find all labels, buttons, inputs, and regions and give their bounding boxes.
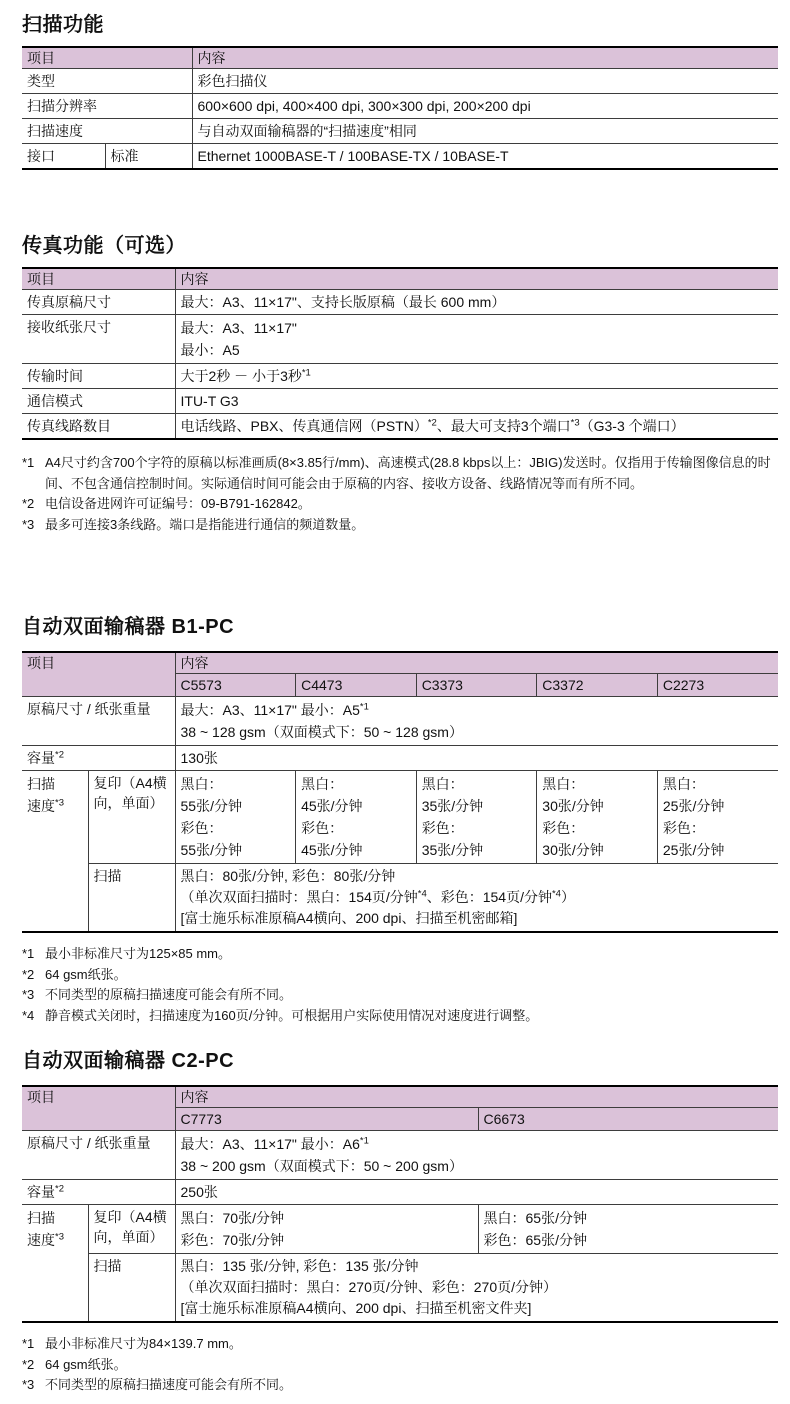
- table-row: [22, 69, 778, 94]
- row-sublabel: 复印（A4横向，单面）: [88, 1205, 175, 1254]
- column-header-item: 项目: [22, 1086, 175, 1131]
- table-header-row: [22, 652, 778, 674]
- model-header: C2273: [657, 674, 778, 697]
- speed-cell: 黑白： 55张/分钟 彩色： 55张/分钟: [175, 771, 296, 864]
- section-dadf-b1pc: [22, 615, 778, 1026]
- model-header: C5573: [175, 674, 296, 697]
- table-row: [22, 315, 778, 364]
- row-label: 扫描 速度$^{*3}$: [22, 1205, 88, 1323]
- speed-cell: 黑白： 30张/分钟 彩色： 30张/分钟: [537, 771, 658, 864]
- footnote-ref: *2: [55, 1183, 64, 1195]
- table-row: [22, 94, 778, 119]
- footnote-ref: *3: [55, 1231, 64, 1243]
- footnote-ref: *1: [301, 367, 311, 379]
- footnote: *2 64 gsm纸张。: [22, 966, 127, 982]
- footnote: *3 不同类型的原稿扫描速度可能会有所不同。: [22, 987, 293, 1002]
- speed-cell: 黑白：65张/分钟 彩色：65张/分钟: [478, 1205, 778, 1254]
- row-sublabel: 标准: [105, 144, 192, 170]
- row-label: 扫描速度: [22, 119, 192, 144]
- row-label: 传输时间: [22, 364, 175, 389]
- row-label: 扫描分辨率: [22, 94, 192, 119]
- footnote: *2 电信设备进网许可证编号：09-B791-162842。: [22, 496, 311, 511]
- table-row: [22, 364, 778, 389]
- footnote-ref: *4: [417, 888, 427, 900]
- row-label: 原稿尺寸 / 纸张重量: [22, 1131, 175, 1180]
- table-row: [22, 771, 778, 864]
- table-row: [22, 144, 778, 170]
- column-header-content: 内容: [175, 652, 778, 674]
- row-sublabel: 扫描: [88, 864, 175, 933]
- column-header-content: 内容: [175, 268, 778, 290]
- table-row: [22, 1205, 778, 1254]
- footnote-ref: *2: [55, 749, 64, 761]
- table-header-row: [22, 47, 778, 69]
- table-row: [22, 864, 778, 933]
- column-header-item: 项目: [22, 652, 175, 697]
- table-header-row: [22, 1086, 778, 1108]
- model-header: C4473: [296, 674, 417, 697]
- page-title: 自动双面输稿器 B1-PC: [22, 616, 235, 638]
- speed-cell: 黑白：70张/分钟 彩色：70张/分钟: [175, 1205, 478, 1254]
- model-header: C3372: [537, 674, 658, 697]
- footnote-ref: *3: [570, 417, 580, 429]
- footnote-ref: *2: [427, 417, 437, 429]
- row-value: 电话线路、PBX、传真通信网（PSTN）$^{*2}$、最大可支持3个端口$^{*3}$（G3-3 个端口）: [175, 414, 778, 440]
- row-sublabel: 复印（A4横向，单面）: [88, 771, 175, 864]
- row-value: 最大：A3、11×17" 最小：A6$^{*1}$ 38 ~ 200 gsm（双面模式下：50 ~ 200 gsm）: [175, 1131, 778, 1180]
- row-value: 最大：A3、11×17" 最小：A5$^{*1}$ 38 ~ 128 gsm（双面模式下：50 ~ 128 gsm）: [175, 697, 778, 746]
- footnote-ref: *3: [55, 797, 64, 809]
- scan-table: [22, 46, 778, 170]
- row-value: 最大：A3、11×17"、支持长版原稿（最长 600 mm）: [175, 290, 778, 315]
- row-label: 传真线路数目: [22, 414, 175, 440]
- column-header-content: 内容: [175, 1086, 778, 1108]
- row-label: 接口: [22, 144, 105, 170]
- table-row: [22, 290, 778, 315]
- column-header-item: 项目: [22, 47, 192, 69]
- section-fax-function: [22, 234, 778, 535]
- footnote: *1 最小非标准尺寸为125×85 mm。: [22, 946, 232, 961]
- row-value: Ethernet 1000BASE-T / 100BASE-TX / 10BASE-T: [192, 144, 778, 170]
- speed-cell: 黑白： 25张/分钟 彩色： 25张/分钟: [657, 771, 778, 864]
- row-value: ITU-T G3: [175, 389, 778, 414]
- model-header: C7773: [175, 1108, 478, 1131]
- table-row: [22, 389, 778, 414]
- footnote: *2 64 gsm纸张。: [22, 1356, 127, 1372]
- footnote: *1 A4尺寸约含700个字符的原稿以标准画质(8×3.85行/mm)、高速模式(28.8 kbps以上：JBIG)发送时。仅指用于传输图像信息的时间、不包含通信控制时间。实际通信时间可能会由于原稿的内容、接收方设备、线路情况等而有所不同。: [22, 455, 771, 491]
- row-sublabel: 扫描: [88, 1254, 175, 1323]
- table-row: [22, 746, 778, 771]
- table-row: [22, 1131, 778, 1180]
- table-header-row: [22, 268, 778, 290]
- row-value: 250张: [175, 1180, 778, 1205]
- page-title: 自动双面输稿器 C2-PC: [22, 1050, 235, 1072]
- footnote: *3 不同类型的原稿扫描速度可能会有所不同。: [22, 1377, 293, 1392]
- table-row: [22, 1180, 778, 1205]
- row-label: 类型: [22, 69, 192, 94]
- row-label: 扫描 速度$^{*3}$: [22, 771, 88, 933]
- row-label: 原稿尺寸 / 纸张重量: [22, 697, 175, 746]
- dadf-c2pc-table: [22, 1085, 778, 1323]
- footnote-ref: *1: [359, 1135, 369, 1147]
- footnote-ref: *4: [551, 888, 561, 900]
- table-row: [22, 119, 778, 144]
- section-scan-function: [22, 13, 778, 170]
- page-title: 传真功能（可选）: [22, 235, 186, 257]
- row-value: 最大：A3、11×17" 最小：A5: [175, 315, 778, 364]
- fax-table: [22, 267, 778, 440]
- row-value: 黑白：135 张/分钟, 彩色：135 张/分钟 （单次双面扫描时：黑白：270页/分钟、彩色：270页/分钟） [富士施乐标准原稿A4横向、200 dpi、扫描至机密文件夹]: [175, 1254, 778, 1323]
- row-value: 130张: [175, 746, 778, 771]
- footnote: *4 静音模式关闭时，扫描速度为160页/分钟。可根据用户实际使用情况对速度进行调整。: [22, 1007, 539, 1023]
- footnotes: [22, 944, 778, 1026]
- dadf-b1pc-table: [22, 651, 778, 933]
- footnote: *3 最多可连接3条线路。端口是指能进行通信的频道数量。: [22, 516, 365, 532]
- model-header: C3373: [416, 674, 537, 697]
- row-label: 通信模式: [22, 389, 175, 414]
- footnote-ref: *1: [359, 701, 369, 713]
- row-label: 容量$^{*2}$: [22, 746, 175, 771]
- table-row: [22, 1254, 778, 1323]
- row-value: 大于2秒 － 小于3秒$^{*1}$: [175, 364, 778, 389]
- row-value: 与自动双面输稿器的“扫描速度”相同: [192, 119, 778, 144]
- model-header: C6673: [478, 1108, 778, 1131]
- row-label: 容量$^{*2}$: [22, 1180, 175, 1205]
- page-title: 扫描功能: [22, 14, 104, 36]
- column-header-item: 项目: [22, 268, 175, 290]
- row-label: 接收纸张尺寸: [22, 315, 175, 364]
- speed-cell: 黑白： 45张/分钟 彩色： 45张/分钟: [296, 771, 417, 864]
- row-value: 彩色扫描仪: [192, 69, 778, 94]
- row-value: 黑白：80张/分钟, 彩色：80张/分钟 （单次双面扫描时：黑白：154页/分钟$^{*4}$、彩色：154页/分钟$^{*4}$） [富士施乐标准原稿A4横向、200 dpi、扫描至机密邮箱]: [175, 864, 778, 933]
- row-value: 600×600 dpi, 400×400 dpi, 300×300 dpi, 200×200 dpi: [192, 94, 778, 119]
- table-row: [22, 414, 778, 440]
- table-row: [22, 697, 778, 746]
- footnotes: [22, 1334, 778, 1396]
- row-label: 传真原稿尺寸: [22, 290, 175, 315]
- section-dadf-c2pc: [22, 1049, 778, 1396]
- speed-cell: 黑白： 35张/分钟 彩色： 35张/分钟: [416, 771, 537, 864]
- footnote: *1 最小非标准尺寸为84×139.7 mm。: [22, 1336, 242, 1351]
- footnotes: [22, 453, 778, 535]
- column-header-content: 内容: [192, 47, 778, 69]
